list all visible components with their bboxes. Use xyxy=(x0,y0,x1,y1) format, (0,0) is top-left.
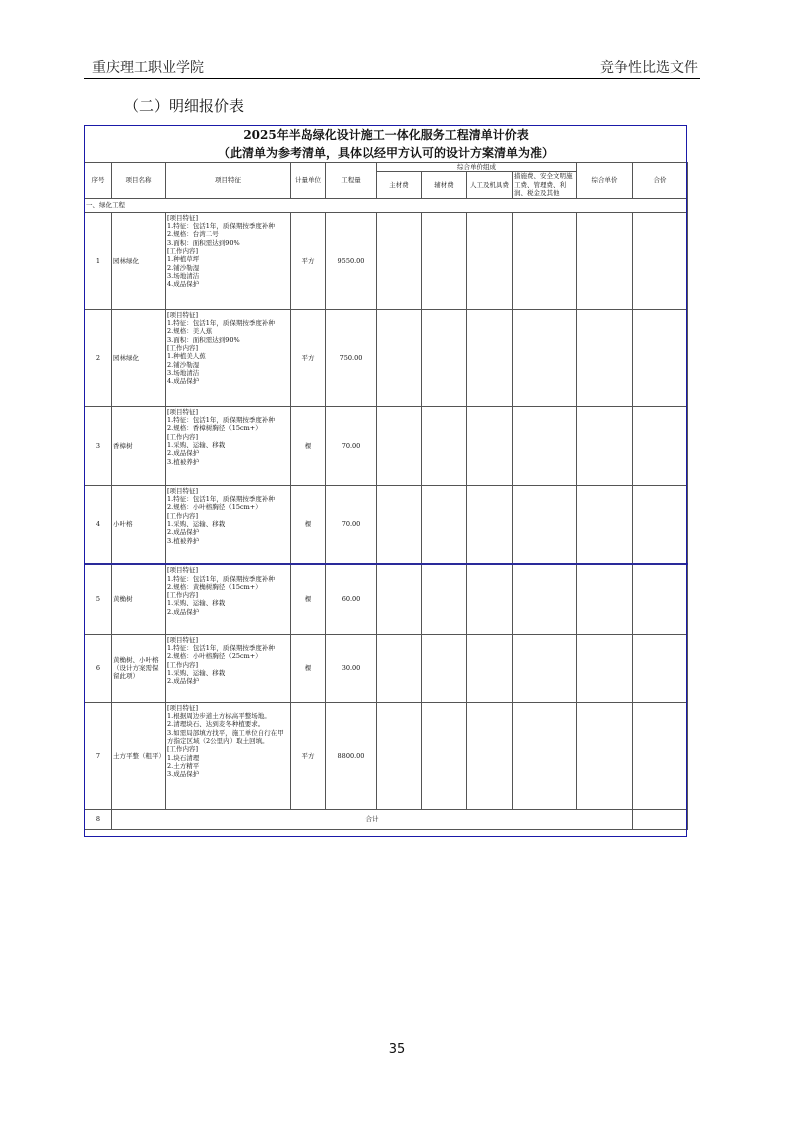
row-name: 园林绿化 xyxy=(112,309,166,406)
row-feature: [项目特征] 1.特征：包活1年，质保期按季度补种 2.规格：美人蕉 3.面积：面积需达到90% [工作内容] 1.种植美人蕉 2.铺沙勒湿 3.场地清洁 4.成品保护 xyxy=(166,309,291,406)
row-quantity: 9550.00 xyxy=(326,212,377,309)
page-number: 35 xyxy=(388,1042,406,1057)
row-feature: [项目特征] 1.特征：包活1年，质保期按季度补种 2.规格：台湾二号 3.面积：面积需达到90% [工作内容] 1.种植草坪 2.铺沙勒湿 3.场地清洁 4.成品保护 xyxy=(166,212,291,309)
row-unit: 平方 xyxy=(291,212,326,309)
header-feature: 项目特征 xyxy=(166,162,291,198)
table-subtitle: （此清单为参考清单，具体以经甲方认可的设计方案清单为准） xyxy=(218,145,555,160)
row-name: 园林绿化 xyxy=(112,212,166,309)
header-right: 竞争性比选文件 xyxy=(600,60,698,76)
row-feature: [项目特征] 1.特征：包活1年，质保期按季度补种 2.规格：黄桷树胸径（15cm+） [工作内容] 1.采购、运输、移栽 2.成品保护 xyxy=(166,564,291,634)
row-name: 香樟树 xyxy=(112,406,166,485)
row-seq: 5 xyxy=(85,564,112,634)
row-seq: 3 xyxy=(85,406,112,485)
row-name: 黄桷树 xyxy=(112,564,166,634)
row-seq: 6 xyxy=(85,634,112,702)
header-left: 重庆理工职业学院 xyxy=(92,60,204,76)
table-title: 2025年半岛绿化设计施工一体化服务工程清单计价表 xyxy=(243,127,529,142)
header-unit-price: 综合单价 xyxy=(577,162,633,198)
category-row: 一、绿化工程 xyxy=(85,198,688,212)
row-feature: [项目特征] 1.特征：包活1年，质保期按季度补种 2.规格：小叶榕胸径（15cm+） [工作内容] 1.采购、运输、移栽 2.成品保护 3.植被养护 xyxy=(166,485,291,564)
row-seq: 7 xyxy=(85,702,112,809)
header-name: 项目名称 xyxy=(112,162,166,198)
row-name: 小叶榕 xyxy=(112,485,166,564)
row-quantity: 70.00 xyxy=(326,485,377,564)
row-feature: [项目特征] 1.特征：包活1年，质保期按季度补种 2.规格：小叶榕胸径（25cm+） [工作内容] 1.采购、运输、移栽 2.成品保护 xyxy=(166,634,291,702)
section-title: （二）明细报价表 xyxy=(124,97,245,115)
row-unit: 棵 xyxy=(291,406,326,485)
header-main-material: 主材费 xyxy=(377,171,422,198)
total-seq: 8 xyxy=(85,809,112,829)
header-rule xyxy=(84,78,700,79)
row-unit: 棵 xyxy=(291,634,326,702)
header-quantity: 工程量 xyxy=(326,162,377,198)
header-aux-material: 辅材费 xyxy=(422,171,467,198)
total-label: 合计 xyxy=(112,809,633,829)
row-unit: 棵 xyxy=(291,564,326,634)
row-quantity: 70.00 xyxy=(326,406,377,485)
row-feature: [项目特征] 1.根据周边步道土方标高平整场地。 2.清理块石、达到麦冬种植要求。 3.如需局部填方找平，施工单位自行在甲方指定区域（2公里内）取土回填。 [工作内容] 1.块石清理 2.土方精平 3.成品保护 xyxy=(166,702,291,809)
row-seq: 1 xyxy=(85,212,112,309)
header-measures: 措施费、安全文明施工费、管理费、利润、税金及其他 xyxy=(513,171,577,198)
row-quantity: 8800.00 xyxy=(326,702,377,809)
row-name: 黄桷树、小叶榕（设计方案需保留此项） xyxy=(112,634,166,702)
row-unit: 平方 xyxy=(291,702,326,809)
row-seq: 4 xyxy=(85,485,112,564)
header-unit: 计量单位 xyxy=(291,162,326,198)
sheet-frame xyxy=(84,125,687,837)
row-seq: 2 xyxy=(85,309,112,406)
header-seq: 序号 xyxy=(85,162,112,198)
row-feature: [项目特征] 1.特征：包活1年，质保期按季度补种 2.规格：香樟树胸径（15cm+） [工作内容] 1.采购、运输、移栽 2.成品保护 3.植被养护 xyxy=(166,406,291,485)
header-total: 合价 xyxy=(633,162,688,198)
row-unit: 平方 xyxy=(291,309,326,406)
header-composite-group: 综合单价组成 xyxy=(377,162,577,171)
row-quantity: 750.00 xyxy=(326,309,377,406)
row-quantity: 60.00 xyxy=(326,564,377,634)
row-name: 土方平整（粗平） xyxy=(112,702,166,809)
row-quantity: 30.00 xyxy=(326,634,377,702)
header-labor: 人工及机具费 xyxy=(467,171,513,198)
row-unit: 棵 xyxy=(291,485,326,564)
